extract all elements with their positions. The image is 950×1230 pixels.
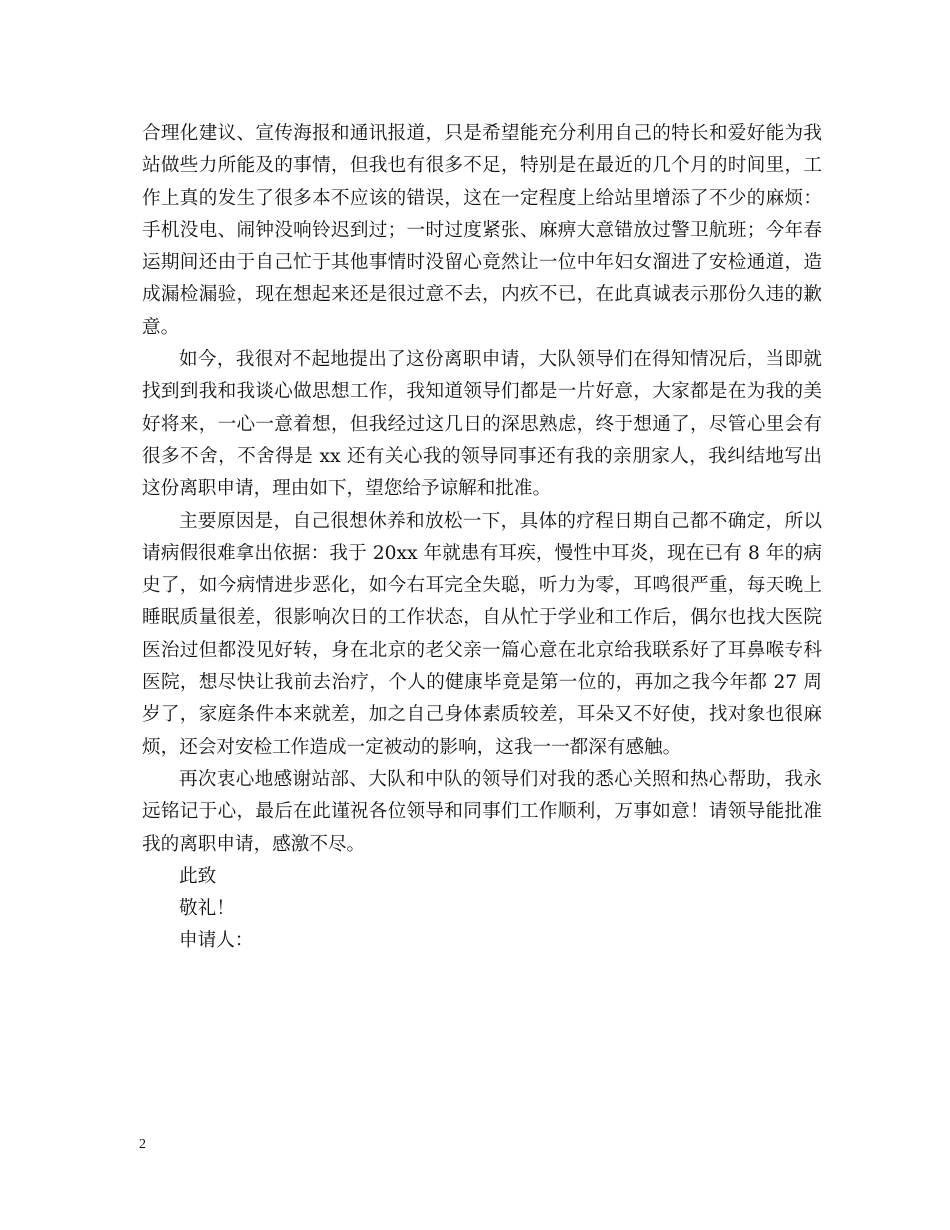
text-line: 岁了，家庭条件本来就差，加之自己身体素质较差，耳朵又不好使，找对象也很麻 <box>142 704 822 726</box>
text-line: 医院，想尽快让我前去治疗，个人的健康毕竟是第一位的，再加之我今年都 27 周 <box>142 672 822 694</box>
text-line: 好将来，一心一意着想，但我经过这几日的深思熟虑，终于想通了，尽管心里会有 <box>142 413 822 435</box>
text-line: 找到到我和我谈心做思想工作，我知道领导们都是一片好意，大家都是在为我的美 <box>142 381 822 403</box>
text-line: 远铭记于心，最后在此谨祝各位领导和同事们工作顺利，万事如意！请领导能批准 <box>142 801 822 823</box>
text-line: 睡眠质量很差，很影响次日的工作状态，自从忙于学业和工作后，偶尔也找大医院 <box>142 607 822 629</box>
text-line: 站做些力所能及的事情，但我也有很多不足，特别是在最近的几个月的时间里，工 <box>142 155 822 177</box>
text-line: 作上真的发生了很多本不应该的错误，这在一定程度上给站里增添了不少的麻烦： <box>142 187 822 209</box>
text-line: 成漏检漏验，现在想起来还是很过意不去，内疚不已，在此真诚表示那份久违的歉 <box>142 284 822 306</box>
text-line: 意。 <box>142 316 180 338</box>
text-line: 医治过但都没见好转，身在北京的老父亲一篇心意在北京给我联系好了耳鼻喉专科 <box>142 639 822 661</box>
text-line: 很多不舍，不舍得是 xx 还有关心我的领导同事还有我的亲朋家人，我纠结地写出 <box>142 445 822 467</box>
closing-salutation: 此致 <box>179 865 217 887</box>
text-line: 请病假很难拿出依据：我于 20xx 年就患有耳疾，慢性中耳炎，现在已有 8 年的病 <box>142 542 822 564</box>
applicant-signature-label: 申请人： <box>179 930 254 952</box>
text-line: 史了，如今病情进步恶化，如今右耳完全失聪，听力为零，耳鸣很严重，每天晚上 <box>142 575 822 597</box>
text-line: 主要原因是，自己很想休养和放松一下，具体的疗程日期自己都不确定，所以 <box>179 510 822 532</box>
text-line: 烦，还会对安检工作造成一定被动的影响，这我一一都深有感触。 <box>142 736 682 758</box>
text-line: 再次衷心地感谢站部、大队和中队的领导们对我的悉心关照和热心帮助，我永 <box>179 768 822 790</box>
text-line: 手机没电、闹钟没响铃迟到过；一时过度紧张、麻痹大意错放过警卫航班；今年春 <box>142 219 822 241</box>
text-line: 运期间还由于自己忙于其他事情时没留心竟然让一位中年妇女溜进了安检通道，造 <box>142 252 822 274</box>
closing-regards: 敬礼！ <box>179 898 235 920</box>
letter-body <box>142 118 822 958</box>
text-line: 这份离职申请，理由如下，望您给予谅解和批准。 <box>142 478 552 500</box>
text-line: 合理化建议、宣传海报和通讯报道，只是希望能充分利用自己的特长和爱好能为我 <box>142 123 822 144</box>
page-number: 2 <box>139 1137 146 1152</box>
text-line: 如今，我很对不起地提出了这份离职申请，大队领导们在得知情况后，当即就 <box>179 349 822 371</box>
text-line: 我的离职申请，感激不尽。 <box>142 833 366 855</box>
